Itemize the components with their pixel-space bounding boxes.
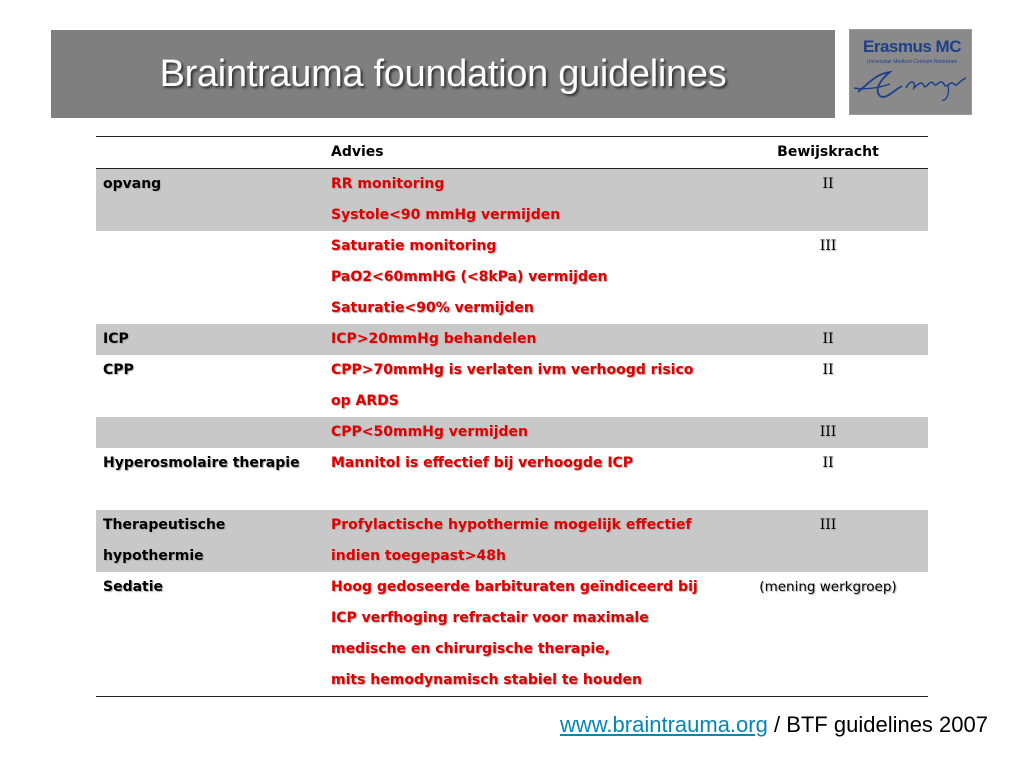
row-advice (320, 324, 728, 355)
row-category (96, 324, 320, 355)
row-evidence: (mening werkgroep) (759, 579, 897, 595)
advice-line: CPP>70mmHg is verlaten ivm verhoogd risico (331, 362, 694, 378)
table-row (96, 355, 928, 417)
row-evidence: III (728, 417, 928, 448)
row-advice (320, 355, 728, 417)
category-line: Therapeutische (103, 517, 226, 533)
table-row (96, 169, 928, 232)
row-evidence: II (728, 324, 928, 355)
advice-line: ICP>20mmHg behandelen (331, 331, 537, 347)
row-advice (320, 417, 728, 448)
table-row (96, 510, 928, 572)
slide-title: Braintrauma foundation guidelines (159, 52, 727, 95)
row-category (96, 231, 320, 324)
guidelines-table (96, 136, 928, 697)
table-header-row (96, 137, 928, 169)
row-evidence: II (728, 169, 928, 232)
category-line: ICP (103, 331, 129, 347)
logo-subtitle: Universitair Medisch Centrum Rotterdam (866, 59, 958, 65)
category-line: opvang (103, 176, 162, 192)
category-line: hypothermie (103, 548, 204, 564)
row-category (96, 572, 320, 696)
advice-line: Systole<90 mmHg vermijden (331, 207, 561, 223)
row-advice (320, 169, 728, 232)
advice-line: op ARDS (331, 393, 399, 409)
row-category (96, 417, 320, 448)
advice-line: Hoog gedoseerde barbituraten geïndiceerd bij (331, 579, 698, 595)
advice-line: PaO2<60mmHG (<8kPa) vermijden (331, 269, 608, 285)
category-line: CPP (103, 362, 134, 378)
advice-line: ICP verfhoging refractair voor maximale (331, 610, 649, 626)
braintrauma-link[interactable]: www.braintrauma.org (559, 712, 768, 737)
row-category (96, 510, 320, 572)
advice-line: Profylactische hypothermie mogelijk effectief (331, 517, 692, 533)
advice-line: Mannitol is effectief bij verhoogde ICP (331, 455, 634, 471)
row-advice (320, 231, 728, 324)
row-category (96, 448, 320, 510)
advice-line: RR monitoring (331, 176, 445, 192)
row-evidence: III (728, 510, 928, 572)
advice-line: CPP<50mmHg vermijden (331, 424, 528, 440)
logo-name: Erasmus MC (863, 37, 961, 56)
advice-line: medische en chirurgische therapie, (331, 641, 610, 657)
header-category (96, 137, 320, 169)
row-evidence: II (822, 455, 834, 471)
header-advies: Advies (320, 137, 728, 169)
table-row (96, 572, 928, 696)
row-advice (320, 510, 728, 572)
row-evidence: II (822, 362, 834, 378)
table-row (96, 448, 928, 510)
table-row (96, 231, 928, 324)
row-category (96, 169, 320, 232)
footer-suffix: / BTF guidelines 2007 (767, 712, 988, 737)
logo-signature-icon (850, 30, 973, 116)
advice-line: Saturatie<90% vermijden (331, 300, 534, 316)
row-category (96, 355, 320, 417)
header-bewijskracht: Bewijskracht (728, 137, 928, 169)
advice-line: indien toegepast>48h (331, 548, 506, 564)
category-line: Sedatie (103, 579, 164, 595)
table-row (96, 417, 928, 448)
title-bar (51, 30, 835, 118)
row-evidence: III (819, 238, 837, 254)
row-advice (320, 572, 728, 696)
advice-line: Saturatie monitoring (331, 238, 497, 254)
table-row (96, 324, 928, 355)
row-advice (320, 448, 728, 510)
advice-line: mits hemodynamisch stabiel te houden (331, 672, 642, 688)
footer-source (560, 712, 988, 738)
erasmus-mc-logo (849, 29, 972, 115)
category-line: Hyperosmolaire therapie (103, 455, 300, 471)
advice-line (331, 479, 728, 510)
